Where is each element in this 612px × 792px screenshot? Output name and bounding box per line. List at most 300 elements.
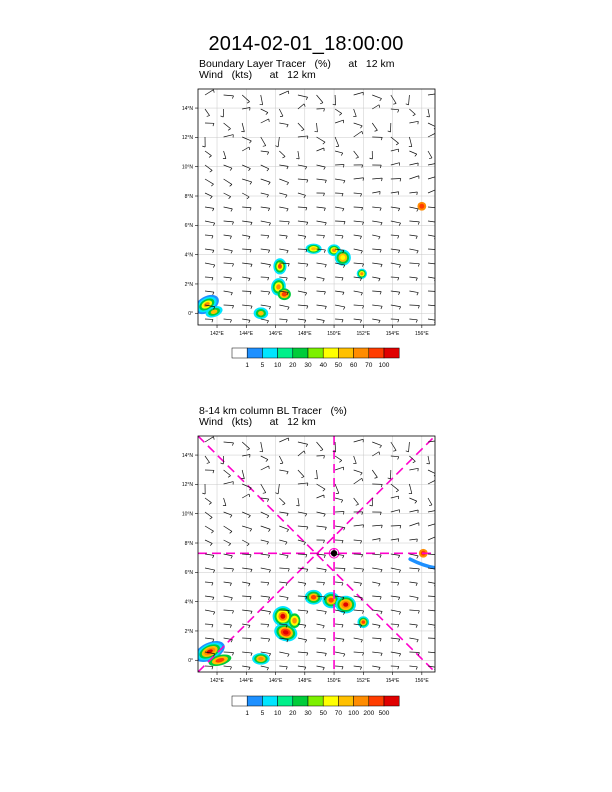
wind-barb-flag (379, 105, 380, 108)
map-area (191, 436, 438, 672)
wind-barb-flag (360, 583, 361, 586)
wind-barb-flag (230, 278, 231, 281)
wind-barb (409, 249, 418, 251)
wind-barb (279, 235, 287, 236)
wind-barb-flag (342, 320, 343, 323)
wind-barb (279, 456, 283, 463)
wind-barb-flag (325, 653, 326, 656)
wind-barb-flag (213, 90, 214, 93)
wind-barb (409, 192, 417, 193)
wind-barb-flag (220, 463, 223, 464)
wind-barb-flag (249, 147, 250, 150)
wind-barb-flag (381, 611, 382, 614)
wind-barb (409, 610, 419, 611)
wind-barb (409, 638, 418, 640)
wind-barb (205, 165, 212, 170)
wind-barb-flag (249, 625, 250, 628)
wind-barb-flag (250, 208, 251, 211)
wind-barb-flag (436, 291, 437, 294)
wind-barb (409, 624, 417, 625)
wind-barb-flag (398, 597, 399, 600)
wind-barb-flag (263, 493, 266, 494)
wind-barb-flag (361, 293, 362, 296)
wind-barb (224, 123, 231, 129)
wind-barb-flag (437, 441, 438, 444)
wind-barb (205, 263, 215, 265)
wind-barb (428, 221, 438, 222)
wind-barb (354, 235, 362, 236)
colorbar-label: 1 (245, 710, 250, 717)
wind-barb (335, 484, 339, 493)
tracer-contour (278, 264, 282, 269)
wind-barb-flag (370, 505, 373, 506)
wind-barb-flag (398, 555, 399, 558)
wind-barb (428, 249, 437, 250)
wind-barb (372, 470, 377, 477)
wind-barb-flag (393, 450, 396, 451)
colorbar-label: 70 (365, 362, 373, 369)
wind-barb (391, 163, 400, 165)
wind-barb-flag (437, 94, 438, 97)
wind-barb (224, 652, 234, 653)
wind-barb (372, 538, 380, 540)
wind-barb (261, 179, 270, 182)
wind-barb-flag (251, 264, 252, 267)
wind-barb (298, 136, 308, 137)
wind-barb-flag (398, 319, 399, 322)
wind-barb (317, 568, 327, 570)
wind-barb (409, 121, 418, 123)
wind-barb (242, 568, 252, 569)
wind-barb (205, 151, 211, 156)
colorbar-box (369, 696, 384, 706)
wind-barb-flag (379, 584, 381, 587)
lat-tick-label: 6°N (184, 223, 193, 230)
wind-barb-flag (286, 583, 287, 586)
wind-barb (261, 666, 269, 668)
wind-barb-flag (213, 612, 214, 615)
wind-barb-flag (230, 515, 232, 517)
wind-barb (317, 442, 323, 450)
wind-barb-flag (230, 168, 232, 170)
wind-barb-flag (268, 529, 270, 531)
wind-barb-flag (286, 667, 287, 670)
wind-barb (391, 277, 399, 278)
colorbar-box (293, 696, 308, 706)
lon-tick-label: 148°E (297, 331, 312, 337)
wind-barb (242, 179, 252, 182)
wind-barb (391, 137, 399, 143)
wind-barb-flag (267, 499, 268, 502)
wind-barb (391, 456, 399, 457)
wind-barb (372, 666, 380, 667)
lon-tick-label: 154°E (385, 331, 400, 337)
wind-barb (279, 470, 288, 472)
lon-tick-label: 150°E (327, 678, 341, 684)
wind-barb (391, 263, 401, 265)
map-area (191, 89, 438, 325)
wind-barb (372, 178, 382, 179)
wind-barb-flag (436, 638, 437, 641)
wind-barb (354, 305, 364, 306)
wind-barb-flag (247, 544, 249, 546)
wind-barb (354, 92, 364, 95)
tracer-contour (311, 595, 316, 599)
wind-barb-flag (315, 478, 318, 479)
wind-barb-flag (396, 490, 399, 492)
wind-barb-flag (250, 182, 252, 184)
wind-barb (428, 456, 430, 464)
wind-barb (205, 638, 214, 639)
wind-barb-flag (210, 543, 212, 545)
wind-barb (298, 221, 308, 222)
wind-barb (391, 554, 400, 555)
wind-barb-flag (324, 250, 325, 253)
wind-barb (317, 484, 326, 489)
wind-barb (354, 540, 362, 541)
wind-barb (335, 120, 344, 123)
wind-barb (428, 498, 432, 505)
lon-tick-label: 152°E (356, 678, 371, 684)
wind-barb-flag (248, 516, 250, 518)
wind-barb (391, 109, 399, 110)
wind-barb (409, 277, 417, 278)
wind-barb-flag (413, 114, 416, 116)
wind-barb-flag (230, 236, 231, 239)
wind-barb-flag (288, 264, 289, 267)
wind-barb (317, 148, 324, 151)
wind-barb (354, 470, 363, 473)
wind-barb (335, 179, 345, 181)
panel1-subtitle-2: Wind (kts) at 12 km (199, 69, 316, 81)
wind-barb (335, 568, 345, 569)
wind-barb-flag (306, 208, 307, 211)
wind-barb (279, 438, 288, 442)
wind-barb-flag (323, 668, 324, 671)
wind-barb (335, 109, 342, 113)
wind-barb-flag (286, 278, 287, 281)
wind-barb (261, 638, 270, 639)
wind-barb (242, 123, 244, 132)
wind-barb-flag (417, 293, 418, 296)
wind-barb (242, 494, 249, 498)
wind-barb (409, 554, 418, 556)
wind-barb (317, 526, 327, 527)
wind-barb (224, 291, 233, 293)
wind-barb-flag (388, 131, 391, 132)
wind-barb (428, 652, 438, 653)
wind-barb (354, 582, 362, 583)
wind-barb (335, 526, 345, 528)
wind-barb (242, 305, 252, 306)
wind-barb (317, 137, 326, 142)
colorbar-label: 10 (273, 362, 282, 369)
lon-tick-label: 152°E (356, 331, 371, 337)
wind-barb-flag (268, 639, 269, 642)
wind-barb (298, 554, 307, 555)
wind-barb-flag (287, 556, 288, 559)
wind-barb-flag (230, 583, 231, 586)
wind-barb-flag (213, 265, 214, 268)
colorbar-label: 100 (378, 362, 390, 369)
wind-barb-flag (202, 146, 205, 147)
colorbar-box (232, 348, 247, 358)
wind-barb-flag (325, 570, 326, 573)
wind-barb (298, 652, 308, 653)
wind-barb-flag (212, 625, 213, 628)
wind-barb (261, 582, 269, 583)
wind-barb-flag (287, 598, 288, 601)
wind-barb-flag (250, 529, 252, 531)
wind-barb-flag (288, 222, 289, 225)
wind-barb-flag (231, 556, 233, 559)
wind-barb-flag (267, 516, 269, 518)
wind-barb-flag (301, 477, 304, 478)
wind-barb (279, 498, 285, 504)
wind-barb (335, 95, 336, 105)
wind-barb (205, 554, 214, 555)
wind-barb-flag (362, 512, 363, 515)
lat-tick-label: 8°N (184, 193, 193, 200)
wind-barb-flag (415, 154, 417, 156)
wind-barb-flag (232, 264, 233, 267)
wind-barb (224, 249, 233, 251)
wind-barb (242, 470, 244, 479)
wind-barb (298, 638, 307, 640)
wind-barb-flag (305, 640, 307, 643)
wind-barb (242, 652, 252, 653)
wind-barb-flag (324, 167, 326, 170)
wind-barb (391, 638, 400, 639)
wind-barb-flag (381, 653, 382, 656)
wind-barb-flag (416, 236, 417, 239)
wind-barb (242, 147, 249, 151)
wind-barb-flag (269, 265, 270, 268)
wind-barb-flag (343, 512, 344, 515)
wind-barb (372, 221, 382, 223)
wind-barb-flag (287, 472, 288, 475)
wind-barb-flag (251, 306, 252, 309)
wind-barb (354, 178, 364, 179)
wind-barb-flag (324, 292, 325, 295)
wind-barb-flag (344, 528, 345, 531)
wind-barb-flag (250, 250, 251, 253)
wind-barb-flag (416, 583, 417, 586)
wind-barb (354, 291, 363, 293)
wind-barb-flag (325, 527, 326, 530)
wind-barb-flag (288, 307, 290, 310)
colorbar-label: 10 (273, 710, 282, 717)
wind-barb-flag (380, 292, 381, 295)
wind-barb-flag (212, 319, 213, 322)
wind-barb-flag (436, 597, 437, 600)
wind-barb-flag (307, 264, 308, 267)
wind-barb (335, 207, 344, 209)
lon-tick-label: 150°E (327, 331, 341, 337)
wind-barb-flag (436, 555, 437, 558)
wind-barb (261, 442, 263, 452)
wind-barb (261, 484, 266, 493)
wind-barb (409, 137, 411, 147)
colorbar-label: 40 (319, 362, 327, 369)
wind-barb (409, 291, 418, 293)
wind-barb (317, 263, 327, 265)
wind-barb (428, 523, 438, 526)
wind-barb (317, 495, 324, 498)
wind-barb-flag (324, 456, 325, 459)
wind-barb (205, 291, 214, 292)
wind-barb (391, 221, 401, 223)
wind-barb (261, 596, 270, 597)
wind-barb-flag (382, 525, 383, 528)
wind-barb (279, 666, 287, 667)
lat-tick-label: 12°N (181, 135, 193, 142)
wind-barb-flag (398, 250, 399, 253)
wind-barb-flag (307, 483, 308, 486)
wind-barb-flag (381, 306, 382, 309)
tracer-contour (340, 255, 345, 260)
wind-barb-flag (213, 208, 214, 211)
wind-barb-flag (267, 152, 268, 155)
wind-barb-flag (230, 667, 231, 670)
wind-barb-flag (320, 103, 323, 104)
wind-barb-flag (307, 222, 308, 225)
wind-barb (224, 151, 226, 159)
wind-barb (354, 221, 364, 222)
wind-barb-flag (436, 250, 437, 253)
wind-barb (317, 638, 326, 639)
wind-barb (372, 123, 377, 130)
lat-tick-label: 0° (188, 311, 193, 318)
wind-barb (335, 467, 344, 470)
wind-barb-flag (231, 293, 232, 296)
wind-barb-flag (343, 209, 344, 212)
wind-barb-flag (307, 180, 308, 183)
wind-barb-flag (436, 208, 437, 211)
lon-tick-label: 156°E (414, 331, 429, 337)
wind-barb-flag (251, 611, 252, 614)
wind-barb-flag (375, 130, 378, 131)
wind-barb (317, 305, 327, 306)
wind-barb (372, 263, 382, 264)
wind-barb-flag (398, 292, 399, 295)
lat-tick-label: 14°N (181, 105, 193, 112)
wind-barb-flag (286, 236, 287, 239)
wind-barb-flag (399, 265, 400, 268)
wind-barb-flag (307, 136, 308, 139)
tracer-contour (282, 292, 287, 297)
wind-barb (261, 207, 270, 208)
wind-barb-flag (323, 235, 324, 238)
wind-barb (409, 539, 417, 540)
wind-barb-flag (341, 153, 343, 156)
wind-barb (391, 484, 399, 490)
wind-barb-flag (362, 165, 363, 168)
wind-barb-flag (362, 478, 363, 481)
wind-barb-flag (398, 625, 399, 628)
wind-barb (354, 263, 364, 264)
wind-barb (372, 582, 380, 584)
wind-barb (428, 263, 438, 264)
wind-barb-flag (301, 130, 304, 131)
wind-barb (409, 484, 411, 494)
wind-barb-flag (418, 569, 419, 572)
colorbar-label: 30 (304, 710, 312, 717)
wind-barb-flag (360, 126, 362, 128)
wind-barb-flag (429, 158, 432, 159)
colorbar-label: 5 (260, 710, 265, 717)
wind-barb (335, 319, 343, 320)
wind-barb (428, 109, 430, 117)
wind-barb (428, 132, 437, 137)
wind-barb (428, 596, 437, 597)
wind-barb-flag (380, 639, 381, 642)
wind-barb-flag (315, 131, 318, 132)
wind-barb-flag (400, 178, 401, 181)
wind-barb-flag (325, 180, 326, 183)
lat-tick-label: 0° (188, 658, 193, 665)
lat-tick-label: 10°N (181, 164, 193, 171)
tracer-contour (328, 598, 333, 603)
lat-tick-label: 8°N (184, 540, 193, 547)
wind-barb-flag (268, 250, 269, 253)
wind-barb-flag (406, 451, 409, 452)
wind-barb (279, 512, 288, 513)
wind-barb-flag (306, 555, 307, 558)
wind-barb-flag (360, 320, 361, 323)
wind-barb (205, 249, 214, 250)
wind-barb (279, 109, 283, 116)
wind-barb-flag (415, 501, 417, 503)
wind-barb-flag (398, 457, 399, 460)
colorbar-label: 100 (348, 710, 360, 717)
wind-barb-flag (207, 463, 210, 464)
wind-barb (279, 207, 288, 209)
colorbar-box (354, 696, 369, 706)
wind-barb-flag (231, 251, 232, 254)
wind-barb-flag (287, 251, 288, 254)
lat-tick-label: 6°N (184, 570, 193, 577)
wind-barb (224, 482, 234, 484)
wind-barb-flag (251, 569, 252, 572)
wind-barb-flag (342, 236, 343, 239)
wind-barb (242, 249, 251, 250)
lat-tick-label: 2°N (184, 281, 193, 288)
wind-barb (279, 582, 287, 583)
wind-barb (242, 263, 252, 264)
wind-barb-flag (417, 640, 418, 643)
wind-barb-flag (398, 278, 399, 281)
wind-barb (224, 582, 232, 583)
wind-barb-flag (379, 279, 380, 282)
wind-barb-flag (212, 278, 213, 281)
wind-barb (261, 263, 271, 265)
tracer-contour (280, 614, 285, 619)
wind-barb (372, 305, 382, 306)
tracer-contour (292, 618, 297, 624)
wind-barb-flag (342, 278, 343, 281)
wind-barb-flag (282, 504, 285, 505)
wind-barb (372, 249, 381, 250)
wind-barb (317, 291, 326, 292)
wind-barb-flag (437, 222, 438, 225)
wind-barb (354, 610, 364, 611)
wind-barb (261, 235, 269, 236)
wind-barb (224, 207, 233, 209)
wind-barb (317, 123, 318, 132)
wind-barb-flag (320, 450, 323, 451)
wind-barb-flag (399, 612, 400, 615)
